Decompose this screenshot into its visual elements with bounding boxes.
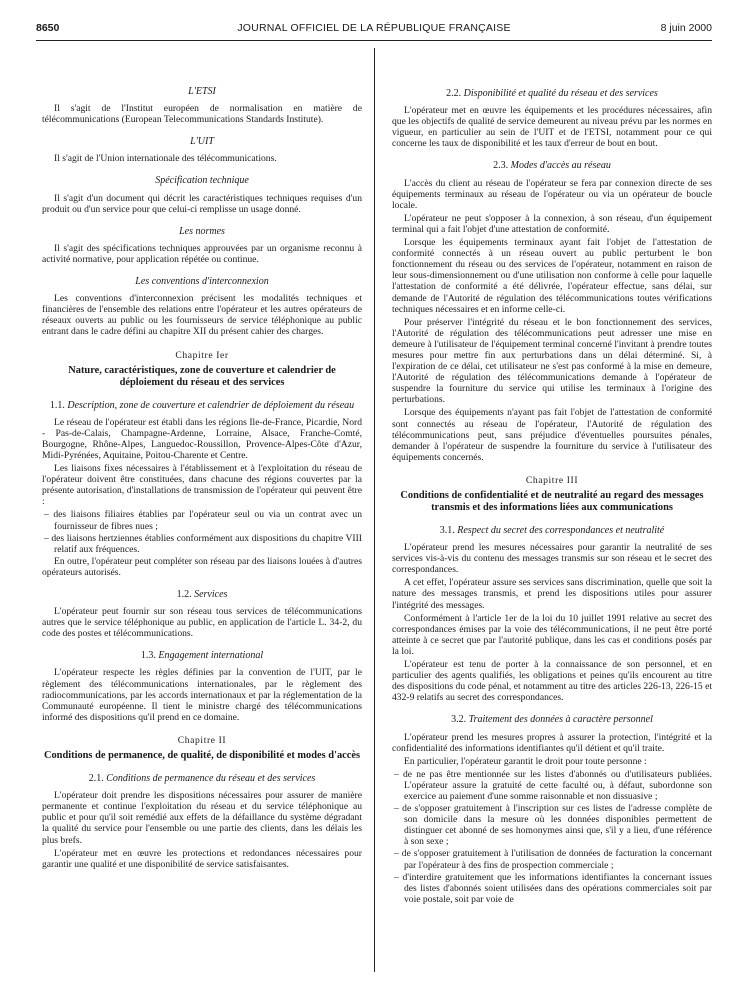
- paragraph: Il s'agit d'un document qui décrit les caractéristiques techniques requises d'un produit ou d'un service pour que celui-ci remplisse un usage donné.: [42, 192, 362, 215]
- chapter-label: Chapitre Ier: [175, 349, 229, 361]
- section-title: Description, zone de couverture et calendrier de déploiement du réseau: [67, 399, 355, 411]
- paragraph: Pour préserver l'intégrité du réseau et le bon fonctionnement des services, l'Autorité de régulation des télécommunications peut adresser une mise en demeure à l'utilisateur de l'équipement terminal concerné l'invitant à prendre toutes mesures pour mettre fin aux perturbations dans un délai déterminé. Si, à l'expiration de ce délai, cet utilisateur ne s'est pas conformé à la mise en demeure, l'Autorité de régulation des télécommunications demande à l'opérateur de suspendre la fourniture du service qui utilise les terminaux à l'origine des perturbations.: [392, 316, 712, 406]
- chapter-title: Nature, caractéristiques, zone de couverture et calendrier de déploiement du réseau et des services: [68, 364, 336, 388]
- paragraph: L'opérateur met en œuvre les équipements et les procédures nécessaires, afin que les objectifs de qualité de service demeurent au niveau prévu par les normes en vigueur, en particulier au sein de l'UIT et de l'ETSI, notamment pour ce qui concerne les taux de disponibilité et les taux d'erreur de bout en bout.: [392, 105, 712, 150]
- paragraph: L'opérateur est tenu de porter à la connaissance de son personnel, et en particulier des agents qualifiés, les obligations et peines qu'ils encourent au titre des dispositions du code pénal, et notamment au titre des articles 226-13, 226-15 et 432-9 relatifs au secret des correspondances.: [392, 659, 712, 704]
- section-number: 3.1.: [439, 525, 455, 536]
- section-title: Conditions de permanence du réseau et des services: [106, 773, 316, 785]
- section-number: 3.2.: [451, 714, 467, 726]
- list-item: – des liaisons filiaires établies par l'opérateur seul ou via un contrat avec un fournisseur de fibres nues ;: [44, 509, 362, 532]
- paragraph: L'opérateur ne peut s'opposer à la connexion, à son réseau, d'un équipement terminal qui a fait l'objet d'une attestation de conformité.: [392, 212, 712, 235]
- section-number: 2.3.: [493, 160, 509, 172]
- definition-heading: L'UIT: [190, 136, 214, 148]
- section-heading: [42, 650, 362, 661]
- paragraph: Il s'agit de l'Union internationale des télécommunications.: [54, 153, 277, 165]
- section-heading: [42, 589, 362, 600]
- paragraph: L'opérateur peut fournir sur son réseau tous services de télécommunications autres que le service téléphonique au public, en application de l'article L. 34-2, du code des postes et télécommunications.: [42, 606, 362, 640]
- journal-title: JOURNAL OFFICIEL DE LA RÉPUBLIQUE FRANÇAISE: [237, 22, 511, 34]
- section-heading: [42, 400, 362, 411]
- section-title: Modes d'accès au réseau: [510, 160, 611, 172]
- paragraph: L'opérateur prend les mesures propres à assurer la protection, l'intégrité et la confidentialité des informations identifiantes qu'il détient et qu'il traite.: [392, 731, 712, 754]
- paragraph: Conformément à l'article 1er de la loi du 10 juillet 1991 relative au secret des correspondances émises par la voie des télécommunications, il ne peut être porté atteinte à ce secret que par l'autorité publique, dans les cas et conditions posés par la loi.: [392, 612, 712, 657]
- list-item: – des liaisons hertziennes établies conformément aux dispositions du chapitre VIII relatif aux fréquences.: [44, 532, 362, 555]
- page-header: [36, 22, 712, 38]
- right-column: [392, 88, 712, 906]
- paragraph: En outre, l'opérateur peut compléter son réseau par des liaisons louées à d'autres opérateurs autorisés.: [42, 555, 362, 578]
- definition-heading: Spécification technique: [155, 175, 249, 187]
- section-title: Services: [194, 589, 228, 600]
- paragraph: Il s'agit des spécifications techniques approuvées par un organisme reconnu à activité normative, pour application répétée ou continue.: [42, 242, 362, 265]
- paragraph: Les liaisons fixes nécessaires à l'établissement et à l'exploitation du réseau de l'opérateur doivent être constituées, dans chacune des régions couvertes par la présente autorisation, d'installations de transmission de l'opérateur qui peuvent être :: [42, 463, 362, 508]
- left-column: [42, 86, 362, 872]
- paragraph: Les conventions d'interconnexion précisent les modalités techniques et financières de l'ensemble des relations entre l'opérateur et les autres opérateurs de réseaux ouverts au public ou les fournisseurs de service téléphonique au public entrant dans le cadre défini au chapitre XII du présent cahier des charges.: [42, 293, 362, 338]
- list-item: – de s'opposer gratuitement à l'utilisation de données de facturation la concernant par l'opérateur à des fins de prospection commerciale ;: [394, 848, 712, 871]
- definition-heading: L'ETSI: [188, 86, 216, 97]
- paragraph: L'opérateur met en œuvre les protections et redondances nécessaires pour garantir une qualité et une disponibilité de service satisfaisantes.: [42, 847, 362, 870]
- paragraph: Il s'agit de l'Institut européen de normalisation en matière de télécommunications (European Telecommunications Standards Institute).: [42, 103, 362, 126]
- section-heading: [392, 160, 712, 171]
- issue-date: 8 juin 2000: [660, 22, 712, 34]
- definition-heading: Les normes: [179, 225, 225, 237]
- paragraph: Lorsque des équipements n'ayant pas fait l'objet de l'attestation de conformité sont connectés au réseau de l'opérateur, l'Autorité de régulation des télécommunications peut, sans préjudice d'éventuelles poursuites pénales, demander à l'opérateur de suspendre la fourniture du service à l'utilisateur des équipements concernés.: [392, 407, 712, 463]
- section-number: 2.2.: [446, 88, 462, 99]
- paragraph: En particulier, l'opérateur garantit le droit pour toute personne :: [404, 755, 647, 767]
- section-title: Engagement international: [158, 650, 264, 662]
- page-number: 8650: [36, 22, 60, 34]
- section-title: Disponibilité et qualité du réseau et des services: [463, 88, 658, 99]
- paragraph: L'opérateur doit prendre les dispositions nécessaires pour assurer de manière permanente et continue l'exploitation du réseau et du service téléphonique au public et pour qu'il soit remédié aux effets de la défaillance du système dégradant la qualité du service pour l'ensemble ou une partie des clients, dans les délais les plus brefs.: [42, 790, 362, 846]
- definition-heading: Les conventions d'interconnexion: [135, 276, 269, 288]
- section-number: 1.2.: [176, 589, 192, 600]
- chapter-label: Chapitre III: [525, 474, 579, 486]
- chapter-label: Chapitre II: [177, 734, 227, 746]
- list-item: – d'interdire gratuitement que les informations identifiantes la concernant issues des listes d'abonnés soient utilisées dans des opérations commerciales soit par voie postale, soit par voie de: [394, 871, 712, 905]
- paragraph: L'opérateur prend les mesures nécessaires pour garantir la neutralité de ses services vis-à-vis du contenu des messages transmis sur son réseau et le secret des correspondances.: [392, 542, 712, 576]
- section-number: 2.1.: [88, 773, 104, 785]
- chapter-title: Conditions de confidentialité et de neutralité au regard des messages transmis et des informations liées aux communications: [400, 490, 704, 513]
- paragraph: Le réseau de l'opérateur est établi dans les régions Ile-de-France, Picardie, Nord - Pas-de-Calais, Champagne-Ardenne, Lorraine, Alsace, Franche-Comté, Bourgogne, Rhône-Alpes, Languedoc-Roussillon, Provence-Alpes-Côte d'Azur, Midi-Pyrénées, Aquitaine, Poitou-Charente et Centre.: [42, 416, 362, 461]
- header-rule: [36, 40, 712, 41]
- section-number: 1.1.: [49, 399, 65, 411]
- paragraph: A cet effet, l'opérateur assure ses services sans discrimination, quelle que soit la nature des messages transmis, et prend les dispositions utiles pour assurer l'intégrité des messages.: [392, 577, 712, 611]
- section-heading: [392, 525, 712, 536]
- chapter-title: Conditions de permanence, de qualité, de disponibilité et modes d'accès: [43, 750, 361, 762]
- paragraph: Lorsque les équipements terminaux ayant fait l'objet de l'attestation de conformité connectés à un réseau ouvert au public perturbent le bon fonctionnement du réseau ou des services de l'opérateur, notamment en raison de leur sous-dimensionnement ou d'une utilisation non conforme à celle pour laquelle l'attestation de conformité a été délivrée, l'opérateur effectue, sans délai, sur demande de l'Autorité de régulation des télécommunications toutes vérifications techniques nécessaires et en informe celle-ci.: [392, 237, 712, 315]
- section-number: 1.3.: [140, 650, 156, 662]
- paragraph: L'accès du client au réseau de l'opérateur se fera par connexion directe de ses équipements terminaux au réseau de l'opérateur ou via un opérateur de boucle locale.: [392, 177, 712, 211]
- list-item: – de ne pas être mentionnée sur les listes d'abonnés ou d'utilisateurs publiées. L'opérateur assure la gratuité de cette faculté ou, à défaut, subordonne son exercice au paiement d'une somme raisonnable et non dissuasive ;: [394, 768, 712, 802]
- section-title: Respect du secret des correspondances et neutralité: [457, 525, 665, 536]
- section-title: Traitement des données à caractère personnel: [468, 714, 653, 726]
- section-heading: [42, 773, 362, 784]
- paragraph: L'opérateur respecte les règles définies par la convention de l'UIT, par le règlement des télécommunications internationales, par le règlement des radiocommunications, par les accords internationaux et par la réglementation de la Communauté européenne. Il tient le ministre chargé des télécommunications informé des dispositions qu'il prend en ce domaine.: [42, 667, 362, 723]
- column-divider: [374, 48, 375, 972]
- list-item: – de s'opposer gratuitement à l'inscription sur ces listes de l'adresse complète de son domicile dans la mesure où les données disponibles permettent de distinguer cet abonné de ses homonymes ainsi que, s'il y a lieu, d'une référence à son sexe ;: [394, 803, 712, 848]
- section-heading: [392, 714, 712, 725]
- section-heading: [392, 88, 712, 99]
